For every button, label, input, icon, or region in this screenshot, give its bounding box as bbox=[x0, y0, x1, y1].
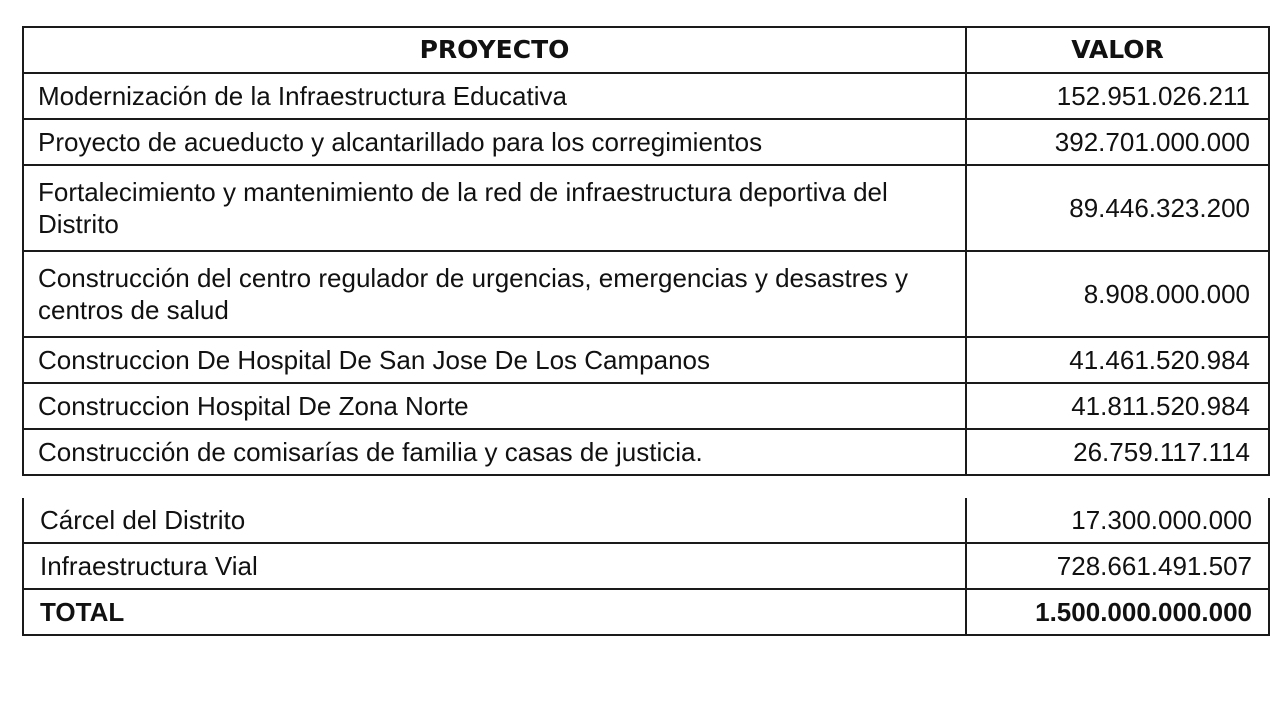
project-name: Cárcel del Distrito bbox=[23, 498, 966, 543]
project-name: Construccion Hospital De Zona Norte bbox=[23, 383, 966, 429]
project-value: 41.811.520.984 bbox=[966, 383, 1269, 429]
table-row bbox=[23, 119, 1269, 165]
projects-table bbox=[22, 26, 1270, 476]
project-name: Fortalecimiento y mantenimiento de la red de infraestructura deportiva del Distrito bbox=[23, 165, 966, 251]
project-name: Modernización de la Infraestructura Educativa bbox=[23, 73, 966, 119]
total-label: TOTAL bbox=[23, 589, 966, 635]
project-value: 8.908.000.000 bbox=[966, 251, 1269, 337]
project-name: Proyecto de acueducto y alcantarillado para los corregimientos bbox=[23, 119, 966, 165]
project-value: 728.661.491.507 bbox=[966, 543, 1269, 589]
table-row bbox=[23, 165, 1269, 251]
project-value: 392.701.000.000 bbox=[966, 119, 1269, 165]
table-row bbox=[23, 429, 1269, 475]
table-row bbox=[23, 337, 1269, 383]
project-name: Construcción del centro regulador de urgencias, emergencias y desastres y centros de salud bbox=[23, 251, 966, 337]
project-name: Construcción de comisarías de familia y casas de justicia. bbox=[23, 429, 966, 475]
table-row bbox=[23, 73, 1269, 119]
project-value: 17.300.000.000 bbox=[966, 498, 1269, 543]
header-value: VALOR bbox=[966, 27, 1269, 73]
project-value: 152.951.026.211 bbox=[966, 73, 1269, 119]
table-row bbox=[23, 543, 1269, 589]
project-value: 41.461.520.984 bbox=[966, 337, 1269, 383]
project-name: Infraestructura Vial bbox=[23, 543, 966, 589]
total-value: 1.500.000.000.000 bbox=[966, 589, 1269, 635]
table-row bbox=[23, 498, 1269, 543]
table-header-row bbox=[23, 27, 1269, 73]
project-value: 26.759.117.114 bbox=[966, 429, 1269, 475]
table-row bbox=[23, 251, 1269, 337]
total-row bbox=[23, 589, 1269, 635]
projects-table-continued bbox=[22, 498, 1270, 636]
table-row bbox=[23, 383, 1269, 429]
project-name: Construccion De Hospital De San Jose De Los Campanos bbox=[23, 337, 966, 383]
project-value: 89.446.323.200 bbox=[966, 165, 1269, 251]
header-project: PROYECTO bbox=[23, 27, 966, 73]
